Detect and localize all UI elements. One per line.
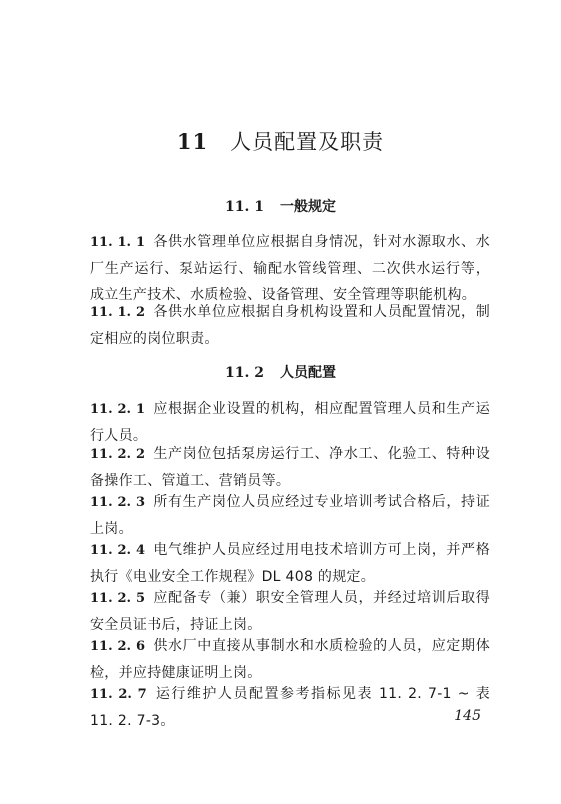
clause-number: 11. 2. 6 bbox=[90, 639, 145, 654]
section-number: 11. 1 bbox=[225, 199, 264, 215]
clause-text: 生产岗位包括泵房运行工、净水工、化验工、特种设备操作工、管道工、营销员等。 bbox=[90, 446, 490, 489]
clause-number: 11. 2. 5 bbox=[90, 591, 145, 606]
clause-text: 运行维护人员配置参考指标见表 11. 2. 7-1 ~ 表 11. 2. 7-3。 bbox=[90, 686, 490, 729]
section-title bbox=[0, 196, 561, 216]
section-title-text: 一般规定 bbox=[279, 199, 336, 215]
section-title-text: 人员配置 bbox=[279, 365, 336, 381]
clause-text: 供水厂中直接从事制水和水质检验的人员，应定期体检，并应持健康证明上岗。 bbox=[90, 638, 490, 681]
section-number: 11. 2 bbox=[225, 365, 264, 381]
clause-text: 应根据企业设置的机构，相应配置管理人员和生产运行人员。 bbox=[90, 401, 490, 444]
clause-text: 应配备专（兼）职安全管理人员，并经过培训后取得安全员证书后，持证上岗。 bbox=[90, 590, 490, 633]
clause-number: 11. 2. 2 bbox=[90, 447, 145, 462]
clause-number: 11. 2. 3 bbox=[90, 495, 145, 510]
clause-paragraph bbox=[90, 633, 490, 686]
clause-text: 各供水管理单位应根据自身情况，针对水源取水、水厂生产运行、泵站运行、输配水管线管理、二次供水运行等，成立生产技术、水质检验、设备管理、安全管理等职能机构。 bbox=[90, 234, 490, 303]
clause-text: 电气维护人员应经过用电技术培训方可上岗，并严格执行《电业安全工作规程》DL 408 的规定。 bbox=[90, 542, 490, 585]
clause-paragraph bbox=[90, 229, 490, 308]
clause-text: 所有生产岗位人员应经过专业培训考试合格后，持证上岗。 bbox=[90, 494, 490, 537]
section-title bbox=[0, 362, 561, 382]
clause-paragraph bbox=[90, 441, 490, 494]
clause-paragraph bbox=[90, 537, 490, 590]
chapter-number: 11 bbox=[176, 129, 209, 154]
clause-paragraph bbox=[90, 585, 490, 638]
clause-number: 11. 2. 1 bbox=[90, 402, 145, 417]
clause-paragraph bbox=[90, 681, 490, 734]
clause-text: 各供水单位应根据自身机构设置和人员配置情况，制定相应的岗位职责。 bbox=[90, 304, 490, 347]
page-number: 145 bbox=[454, 708, 481, 724]
chapter-title bbox=[0, 126, 561, 156]
clause-number: 11. 2. 4 bbox=[90, 543, 145, 558]
clause-paragraph bbox=[90, 489, 490, 542]
clause-number: 11. 1. 2 bbox=[90, 305, 145, 320]
chapter-title-text: 人员配置及职责 bbox=[230, 130, 385, 154]
clause-paragraph bbox=[90, 299, 490, 352]
clause-number: 11. 1. 1 bbox=[90, 235, 145, 250]
clause-number: 11. 2. 7 bbox=[90, 687, 147, 702]
